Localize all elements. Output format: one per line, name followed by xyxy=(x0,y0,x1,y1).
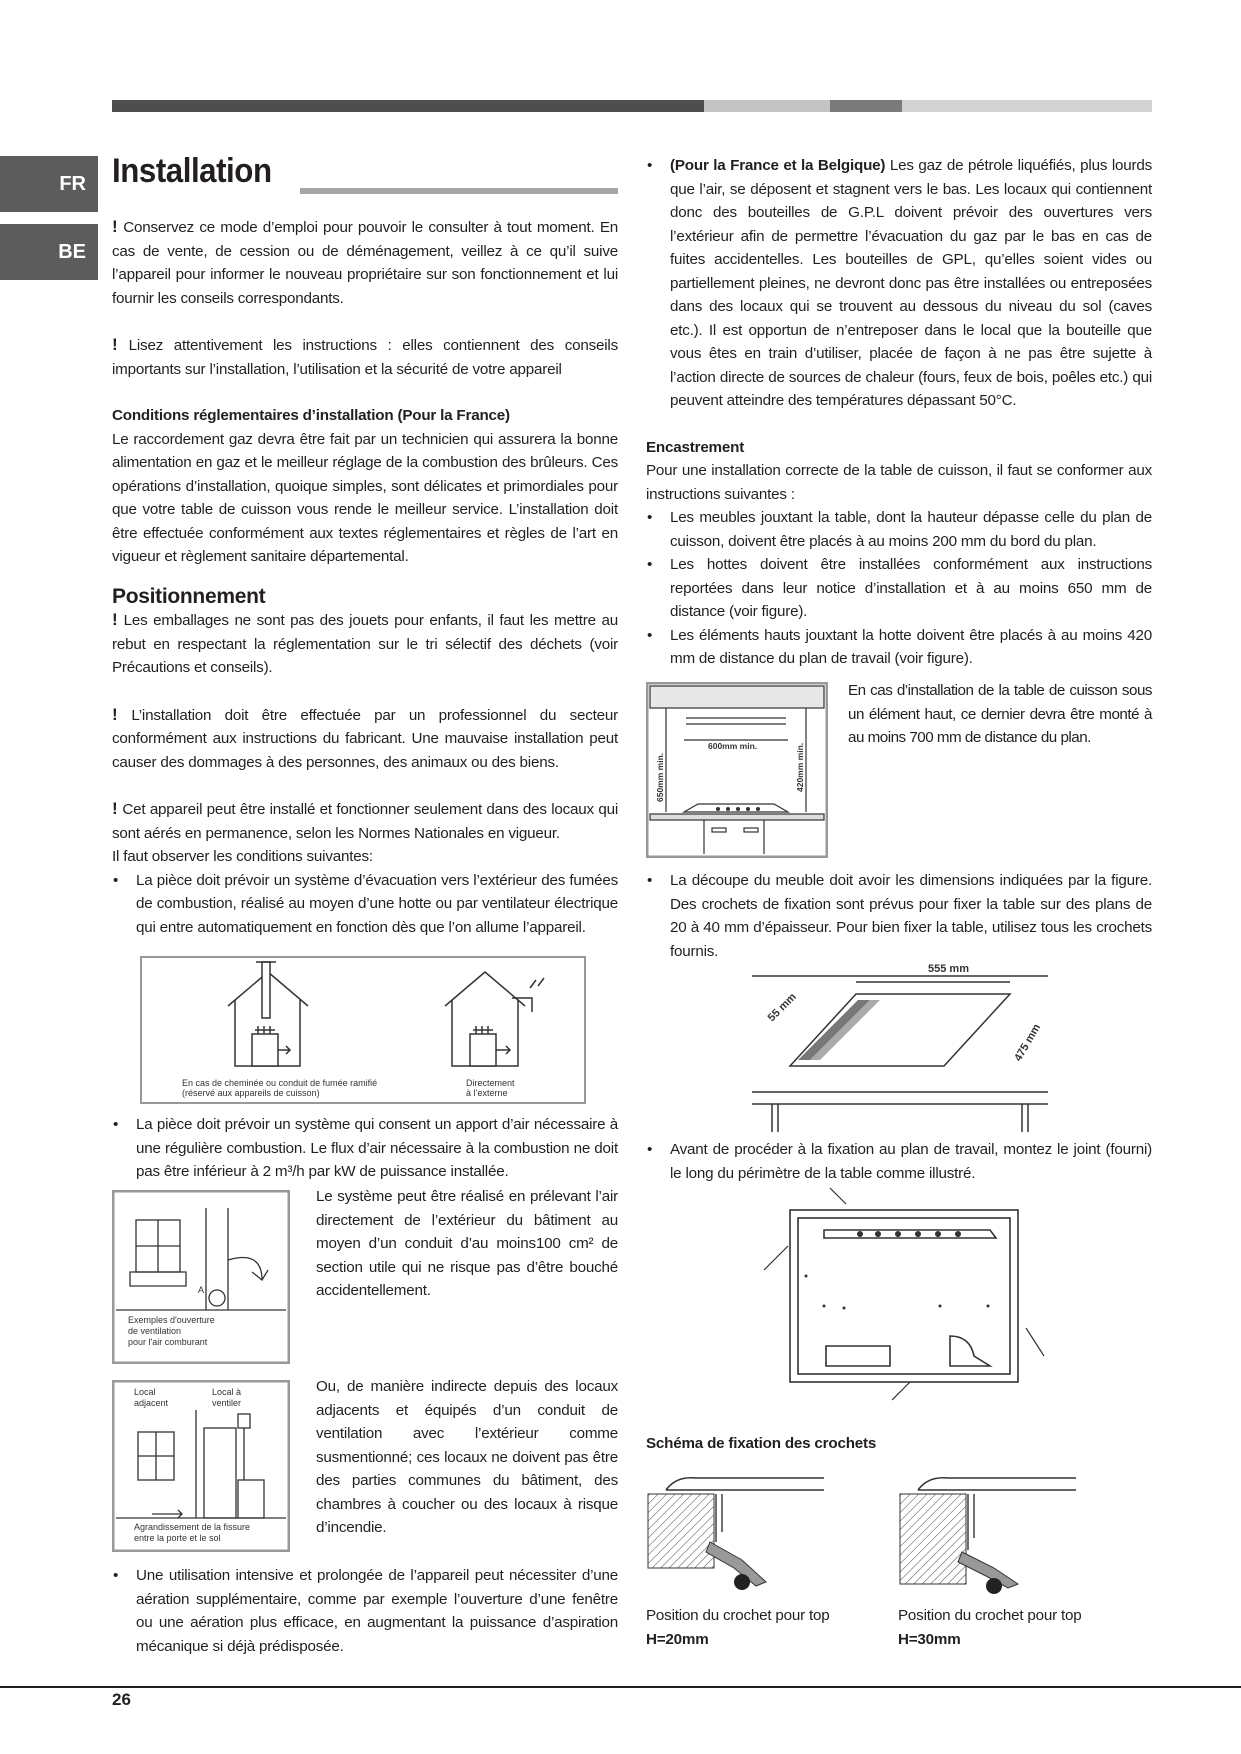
heading-conditions: Conditions réglementaires d’installation (Pour la France) xyxy=(112,407,510,424)
gap-caption-2: entre la porte et le sol xyxy=(134,1533,221,1543)
exhaust-caption-chimney-1: En cas de cheminée ou conduit de fumée ramifié xyxy=(182,1078,378,1088)
cutout-width-label: 555 mm xyxy=(928,963,969,975)
cutout-edge-label: 55 mm xyxy=(765,990,799,1025)
gap-caption-1: Agrandissement de la fissure xyxy=(134,1522,251,1532)
hood-distance-figure xyxy=(646,682,828,858)
hood-height-label: 650mm min. xyxy=(655,752,665,802)
paragraph-indirect-air: Ou, de manière indirecte depuis des locaux adjacents et équipés d’un conduit de ventilation avec l’extérieur comme susmentionné; ces locaux ne doivent pas être des parties communes du bâtiment, des chambres à coucher ou des locaux à risque d’incendie. xyxy=(316,1378,618,1536)
exhaust-caption-chimney-2: (réservé aux appareils de cuisson) xyxy=(182,1088,320,1098)
heading-positionnement: Positionnement xyxy=(112,584,266,608)
bullet-hoods: • Les hottes doivent être installées conformément aux instructions reportées dans leur notice d’installation et à au moins 650 mm de distance (voir figure). xyxy=(646,553,1152,624)
bullet-furniture: • Les meubles jouxtant la table, dont la hauteur dépasse celle du plan de cuisson, doivent être placés à au moins 200 mm du bord du plan. xyxy=(646,506,1152,553)
hook-h20-caption: Position du crochet pour top H=20mm xyxy=(646,1604,830,1651)
cutout-depth-label: 475 mm xyxy=(1012,1022,1044,1064)
title-rule xyxy=(300,188,618,194)
hook-h30-caption: Position du crochet pour top H=30mm xyxy=(898,1604,1082,1651)
left-column-bottom xyxy=(112,1564,618,1658)
hook-h30-figure xyxy=(898,1472,1078,1598)
exhaust-caption-direct-2: à l’externe xyxy=(466,1088,508,1098)
ventilate-label-2: ventiler xyxy=(212,1398,242,1408)
ventilation-opening-figure xyxy=(112,1190,290,1364)
bullet-exhaust: • La pièce doit prévoir un système d’évacuation vers l’extérieur des fumées de combustion, réalisé au moyen d’une hotte ou par ventilateur électrique qui entre automatiquement en fonction dès que l’on allume l’appareil. xyxy=(112,869,618,940)
header-bar xyxy=(112,100,1152,112)
adjacent-room-figure xyxy=(112,1380,290,1552)
ventilate-label-1: Local à xyxy=(212,1387,242,1397)
page-title: Installation xyxy=(112,152,272,190)
right-column-mid xyxy=(646,869,1152,963)
heading-encastrement: Encastrement xyxy=(646,438,745,456)
ventilation-caption-3: pour l'air comburant xyxy=(128,1337,208,1347)
bullet-cutout: • La découpe du meuble doit avoir les dimensions indiquées par la figure. Des crochets de fixation sont prévus pour fixer la table sur des plans de 20 à 40 mm d’épaisseur. Pour bien fixer la table, utilisez tous les crochets fournis. xyxy=(646,869,1152,963)
gasket-figure xyxy=(760,1186,1048,1402)
paragraph-ventilated: ! Cet appareil peut être installé et fonctionner seulement dans des locaux qui sont aérés en permanence, selon les Normes Nationales en vigueur. xyxy=(112,799,618,842)
left-column-top xyxy=(112,215,618,939)
bullet-gasket: • Avant de procéder à la fixation au plan de travail, montez le joint (fourni) le long du périmètre de la table comme illustré. xyxy=(646,1138,1152,1185)
hook-h20-figure xyxy=(646,1472,826,1598)
ventilation-caption-1: Exemples d'ouverture xyxy=(128,1315,215,1325)
footer-rule xyxy=(0,1686,1241,1688)
language-tab-fr: FR xyxy=(0,156,98,212)
cutout-dimension-figure xyxy=(750,954,1050,1134)
heading-schema: Schéma de fixation des crochets xyxy=(646,1435,877,1452)
ventilation-caption-2: de ventilation xyxy=(128,1326,182,1336)
page-number: 26 xyxy=(112,1690,131,1709)
bullet-high-elements: • Les éléments hauts jouxtant la hotte doivent être placés à au moins 420 mm de distance du plan de travail (voir figure). xyxy=(646,624,1152,671)
paragraph-keep-manual: ! Conservez ce mode d’emploi pour pouvoir le consulter à tout moment. En cas de vente, de cession ou de déménagement, veillez à ce qu’il suive l’appareil pour informer le nouveau propriétaire sur son fonctionnement et lui fournir les conseils correspondants. xyxy=(112,217,618,307)
cabinet-height-label: 420mm min. xyxy=(795,742,805,792)
paragraph-read-instructions: ! Lisez attentivement les instructions : elles contiennent des conseils importants sur l’installation, l’utilisation et la sécurité de votre appareil xyxy=(112,335,618,378)
paragraph-conditions-intro: Il faut observer les conditions suivantes: xyxy=(112,848,373,865)
right-column-top xyxy=(646,154,1152,671)
paragraph-high-element: En cas d’installation de la table de cuisson sous un élément haut, ce dernier devra être monté à au moins 700 mm de distance du plan. xyxy=(848,682,1152,746)
paragraph-packaging: ! Les emballages ne sont pas des jouets pour enfants, il faut les mettre au rebut en respectant la réglementation sur le tri sélectif des déchets (voir Précautions et conseils). xyxy=(112,610,618,676)
paragraph-professional: ! L’installation doit être effectuée par un professionnel du secteur conformément aux instructions du fabricant. Une mauvaise installation peut causer des dommages à des personnes, des animaux ou des biens. xyxy=(112,704,618,771)
exhaust-figure xyxy=(140,956,586,1104)
bullet-air-supply: • La pièce doit prévoir un système qui consent un apport d’air nécessaire à une régulière combustion. Le flux d’air nécessaire à la combustion ne doit pas être inférieur à 2 m³/h par kW de puissance installée. xyxy=(112,1113,618,1184)
hood-width-label: 600mm min. xyxy=(708,741,758,751)
left-column-mid xyxy=(112,1113,618,1184)
adjacent-label-2: adjacent xyxy=(134,1398,169,1408)
right-column-gasket xyxy=(646,1138,1152,1185)
paragraph-gas-connection: Le raccordement gaz devra être fait par un technicien qui assurera la bonne alimentation en gaz et le meilleur réglage de la combustion des brûleurs. Ces opérations d’installation, quoique simples, sont délicates et primordiales pour que votre table de cuisson vous rende le meilleur service. L’installation doit être effectuée conformément aux textes réglementaires et règles de l’art en vigueur et règlement sanitaire départemental. xyxy=(112,430,618,565)
adjacent-label-1: Local xyxy=(134,1387,156,1397)
hook-h30-height: H=30mm xyxy=(898,1630,961,1648)
language-tab-be: BE xyxy=(0,224,98,280)
hook-h20-height: H=20mm xyxy=(646,1630,709,1648)
bullet-intensive-use: • Une utilisation intensive et prolongée de l’appareil peut nécessiter d’une aération supplémentaire, comme par exemple l’ouverture d’une fenêtre ou une aération plus efficace, en augmentant la puissance d’aspiration mécanique si déjà prédisposée. xyxy=(112,1564,618,1658)
bullet-gpl: • (Pour la France et la Belgique) Les gaz de pétrole liquéfiés, plus lourds que l’air, se déposent et stagnent vers le bas. Les locaux qui contiennent donc des bouteilles de G.P.L doivent prévoir des ouvertures vers l’extérieur afin de permettre l’évacuation du gaz par le bas en cas de fuites accidentelles. Les bouteilles de GPL, qu’elles soient vides ou partiellement pleines, ne devront donc pas être installées ou entreposées dans des locaux qui se trouvent au dessous du niveau du sol (caves etc.). Il est opportun de n’entreposer dans le local que la bouteille que vous êtes en train d’utiliser, placée de façon à ne pas être sujette à l’action directe de sources de chaleur (fours, feux de bois, poêles etc.) qui peuvent atteindre des températures dépassant 50°C. xyxy=(646,154,1152,413)
opening-label-a: A xyxy=(198,1285,205,1295)
paragraph-direct-air: Le système peut être réalisé en prélevant l’air directement de l’extérieur du bâtiment au moyen d’un conduit d’au moins100 cm² de section utile qui ne risque pas d’être bouché accidentellement. xyxy=(316,1188,618,1299)
exhaust-caption-direct-1: Directement xyxy=(466,1078,515,1088)
paragraph-encastrement-intro: Pour une installation correcte de la table de cuisson, il faut se conformer aux instructions suivantes : xyxy=(646,462,1152,503)
